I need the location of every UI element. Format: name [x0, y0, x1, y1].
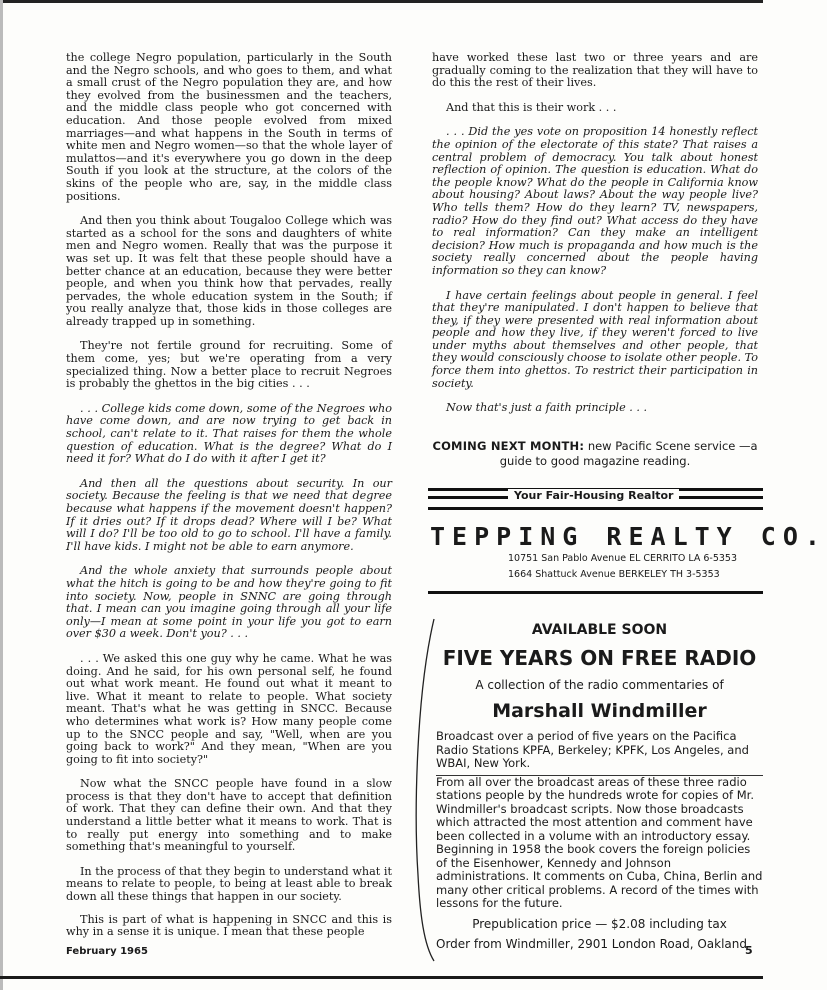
ad-body-stations: Broadcast over a period of five years on the Pacifica Radio Stations KPFA, Berkeley; KPFK, Los Angeles, and WBAI, New York. [436, 729, 749, 770]
ad-book-title: FIVE YEARS ON FREE RADIO [442, 646, 757, 670]
paragraph: In the process of that they begin to understand what it means to relate to people, to being at least able to break down all these things that happen in our society. [66, 864, 392, 904]
realty-ad [428, 488, 827, 594]
radio-book-ad [436, 622, 763, 951]
ad-body-description: From all over the broadcast areas of these three radio stations people by the hundreds wrote for copies of Mr. Windmiller's broadcast scripts. Now those broadcasts which attracted the most attention and comment have been collected in a volume with an introductory essay. Beginning in 1958 the book covers the foreign policies of the Eisenhower, Kennedy and Johnson administrations. It comments on Cuba, China, Berlin and many other critical problems. A record of the times with lessons for the future. [436, 774, 763, 910]
ad-order-address: Order from Windmiller, 2901 London Road, Oakland [436, 936, 748, 951]
paragraph: the college Negro population, particularly in the South and the Negro schools, and who goes to them, and what a small crust of the Negro population they are, and how they evolved from the businessmen and the teachers, and the middle class people who got concerned with education. And those people evolved from mixed marriages—and what happens in the South in terms of white men and Negro women—so that the whole layer of mulattos—and it's everywhere you go down in the deep South if you look at the structure, at the colors of the skins of the people who are, say, in the middle class positions. [66, 51, 392, 203]
realty-name: TEPPING REALTY CO. [430, 522, 827, 551]
divider [428, 591, 763, 594]
realty-banner [428, 488, 763, 510]
bottom-rule [0, 976, 763, 979]
top-rule [0, 0, 763, 3]
ad-price: Prepublication price — $2.08 including tax [472, 916, 727, 931]
page-number: 5 [745, 944, 753, 957]
paragraph: Now what the SNCC people have found in a slow process is that they don't have to accept that definition of work. That they can define their own. And that they understand a little better what it means to work. That is to really put energy into something and to make something that's meaningful to yourself. [66, 777, 392, 854]
ad-author: Marshall Windmiller [492, 700, 707, 722]
paragraph: And then you think about Tougaloo College which was started as a school for the sons and daughters of white men and Negro women. Really that was the purpose it was set up. It was felt that these people should have a better chance at an education, because they were better people, and when you think how that pervades, really pervades, the whole education system in the South; if you really analyze that, those kids in those colleges are already trapped up in something. [66, 214, 392, 328]
quote-paragraph: . . . Did the yes vote on proposition 14 honestly reflect the opinion of the electorate of this state? That raises a central problem of democracy. You talk about honest reflection of opinion. The question is education. What do the people know? What do the people in California know about housing? About laws? About the way people live? Who tells them? How do they learn? TV, newspapers, radio? How do they find out? What access do they have to real information? Can they make an intelligent decision? How much is propaganda and how much is the society really concerned about the people having information so they can know? [432, 125, 758, 277]
paragraph: This is part of what is happening in SNCC and this is why in a sense it is unique. I mean that these people [66, 912, 392, 939]
quote-paragraph: Now that's just a faith principle . . . [446, 401, 648, 415]
paragraph: have worked these last two or three years and are gradually coming to the realization that they will have to do this the rest of their lives. [432, 51, 758, 90]
quote-paragraph: . . . College kids come down, some of the Negroes who have come down, and are now trying to get back in school, can't relate to it. That raises for them the whole question of education. What is the degree? What do I need it for? What do I do with it after I get it? [66, 401, 392, 466]
coming-next-notice [432, 439, 758, 469]
realty-address-elcerrito: 10751 San Pablo Avenue EL CERRITO LA 6-5353 [508, 553, 738, 564]
quote-paragraph: And then all the questions about security. In our society. Because the feeling is that we need that degree because what happens if the movement doesn't happen? If it dries out? If it drops dead? Where will I be? What will I do? I'll be too old to go to school. I'll have a family. I'll have kids. I might not be able to earn anymore. [66, 476, 392, 553]
ad-bracket [412, 615, 438, 965]
right-column [432, 52, 758, 469]
paragraph: . . . We asked this one guy why he came. What he was doing. And he said, for his own personal self, he found out what work meant. He found out what it meant to live. What it meant to relate to people. What society meant. That's what he was getting in SNCC. Because who determines what work is? How many people come up to the SNCC people and say, "Well, when are you going back to work?" And they mean, "When are you going to fit into society?" [66, 651, 392, 766]
quote-paragraph: I have certain feelings about people in general. I feel that they're manipulated. I don't happen to believe that they, if they were presented with real information about people and how they live, if they weren't forced to live under myths about themselves and other people, that they would consciously choose to isolate other people. To force them into ghettos. To restrict their participation in society. [432, 288, 758, 390]
paragraph: And that this is their work . . . [446, 100, 617, 114]
footer-date: February 1965 [66, 946, 148, 957]
ad-available-soon: AVAILABLE SOON [531, 622, 668, 638]
coming-next-label: COMING NEXT MONTH: [432, 438, 585, 453]
page-edge [0, 0, 3, 990]
paragraph: They're not fertile ground for recruiting. Some of them come, yes; but we're operating from a very specialized thing. Now a better place to recruit Negroes is probably the ghettos in the big cities . . . [66, 339, 392, 391]
ad-subtitle: A collection of the radio commentaries of [475, 678, 724, 692]
left-column [66, 52, 392, 951]
realty-address-berkeley: 1664 Shattuck Avenue BERKELEY TH 3-5353 [508, 569, 720, 580]
quote-paragraph: And the whole anxiety that surrounds people about what the hitch is going to be and how they're going to fit into society. Now, people in SNNC are going through that. I mean can you imagine going through all your life only—I mean at some point in your life you got to earn over $30 a week. Don't you? . . . [66, 564, 392, 641]
realty-tagline: Your Fair-Housing Realtor [508, 489, 679, 503]
coming-next-text: new Pacific Scene service —a guide to good magazine reading. [499, 438, 758, 468]
